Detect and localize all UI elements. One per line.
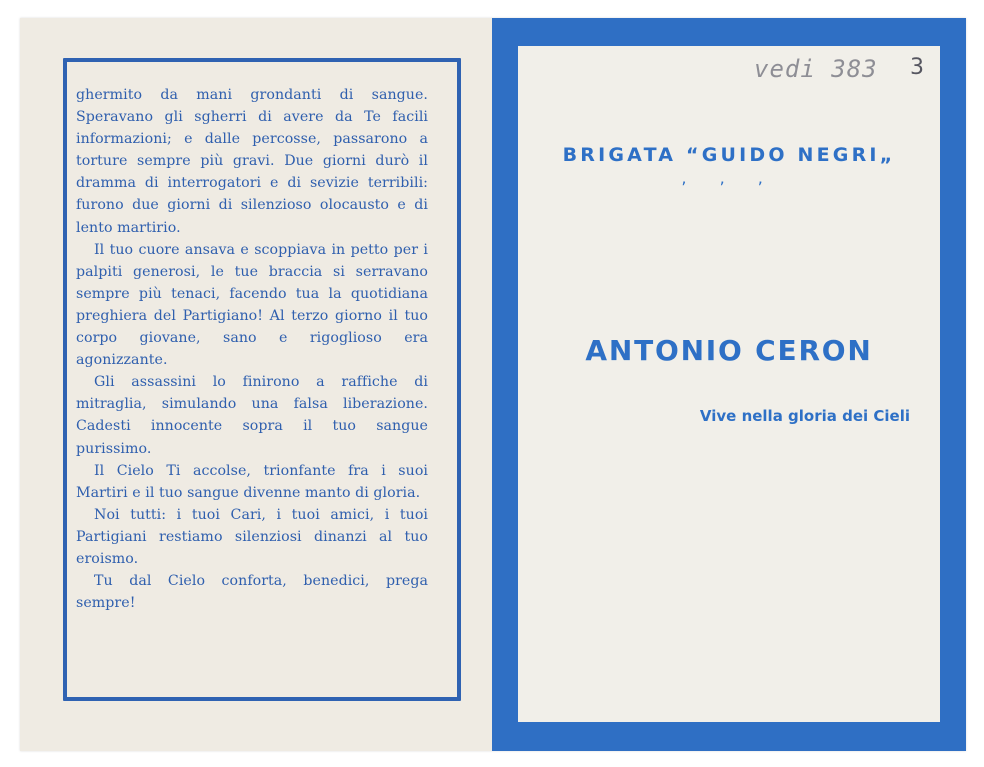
brigade-heading: BRIGATA “GUIDO NEGRI„: [562, 144, 896, 166]
decorative-ticks: ’ ’ ’: [681, 178, 777, 197]
handwritten-number: 3: [910, 55, 924, 80]
right-page: [518, 46, 940, 722]
paragraph: Gli assassini lo finirono a raffiche di mitraglia, simulando una falsa liberazione. Cadesti innocente sopra il tuo sangue purissimo.: [76, 374, 428, 457]
paragraph: Il tuo cuore ansava e scoppiava in petto per i palpiti generosi, le tue braccia si serravano sempre più tenaci, facendo tua la quotidiana preghiera del Partigiano! Al terzo giorno il tuo corpo giovane, sano e rigoglioso era agonizzante.: [76, 241, 428, 369]
memorial-subtitle: Vive nella gloria dei Cieli: [699, 407, 910, 425]
right-page-border: [492, 18, 966, 751]
handwritten-reference: vedi 383: [754, 55, 878, 83]
paragraph: Noi tutti: i tuoi Cari, i tuoi amici, i tuoi Partigiani restiamo silenziosi dinanzi al tuo eroismo.: [76, 506, 428, 567]
paragraph: Il Cielo Ti accolse, trionfante fra i suoi Martiri e il tuo sangue divenne manto di gloria.: [76, 462, 428, 501]
deceased-name: ANTONIO CERON: [585, 334, 873, 367]
paragraph: Tu dal Cielo conforta, benedici, prega sempre!: [76, 573, 428, 612]
paragraph: ghermito da mani grondanti di sangue. Speravano gli sgherri di avere da Te facili informazioni; e dalle percosse, passarono a torture sempre più gravi. Due giorni durò il dramma di interrogatori e di sevizie terribili: furono due giorni di silenzioso olocausto e di lento martirio.: [76, 87, 428, 236]
memorial-text: [76, 84, 428, 614]
